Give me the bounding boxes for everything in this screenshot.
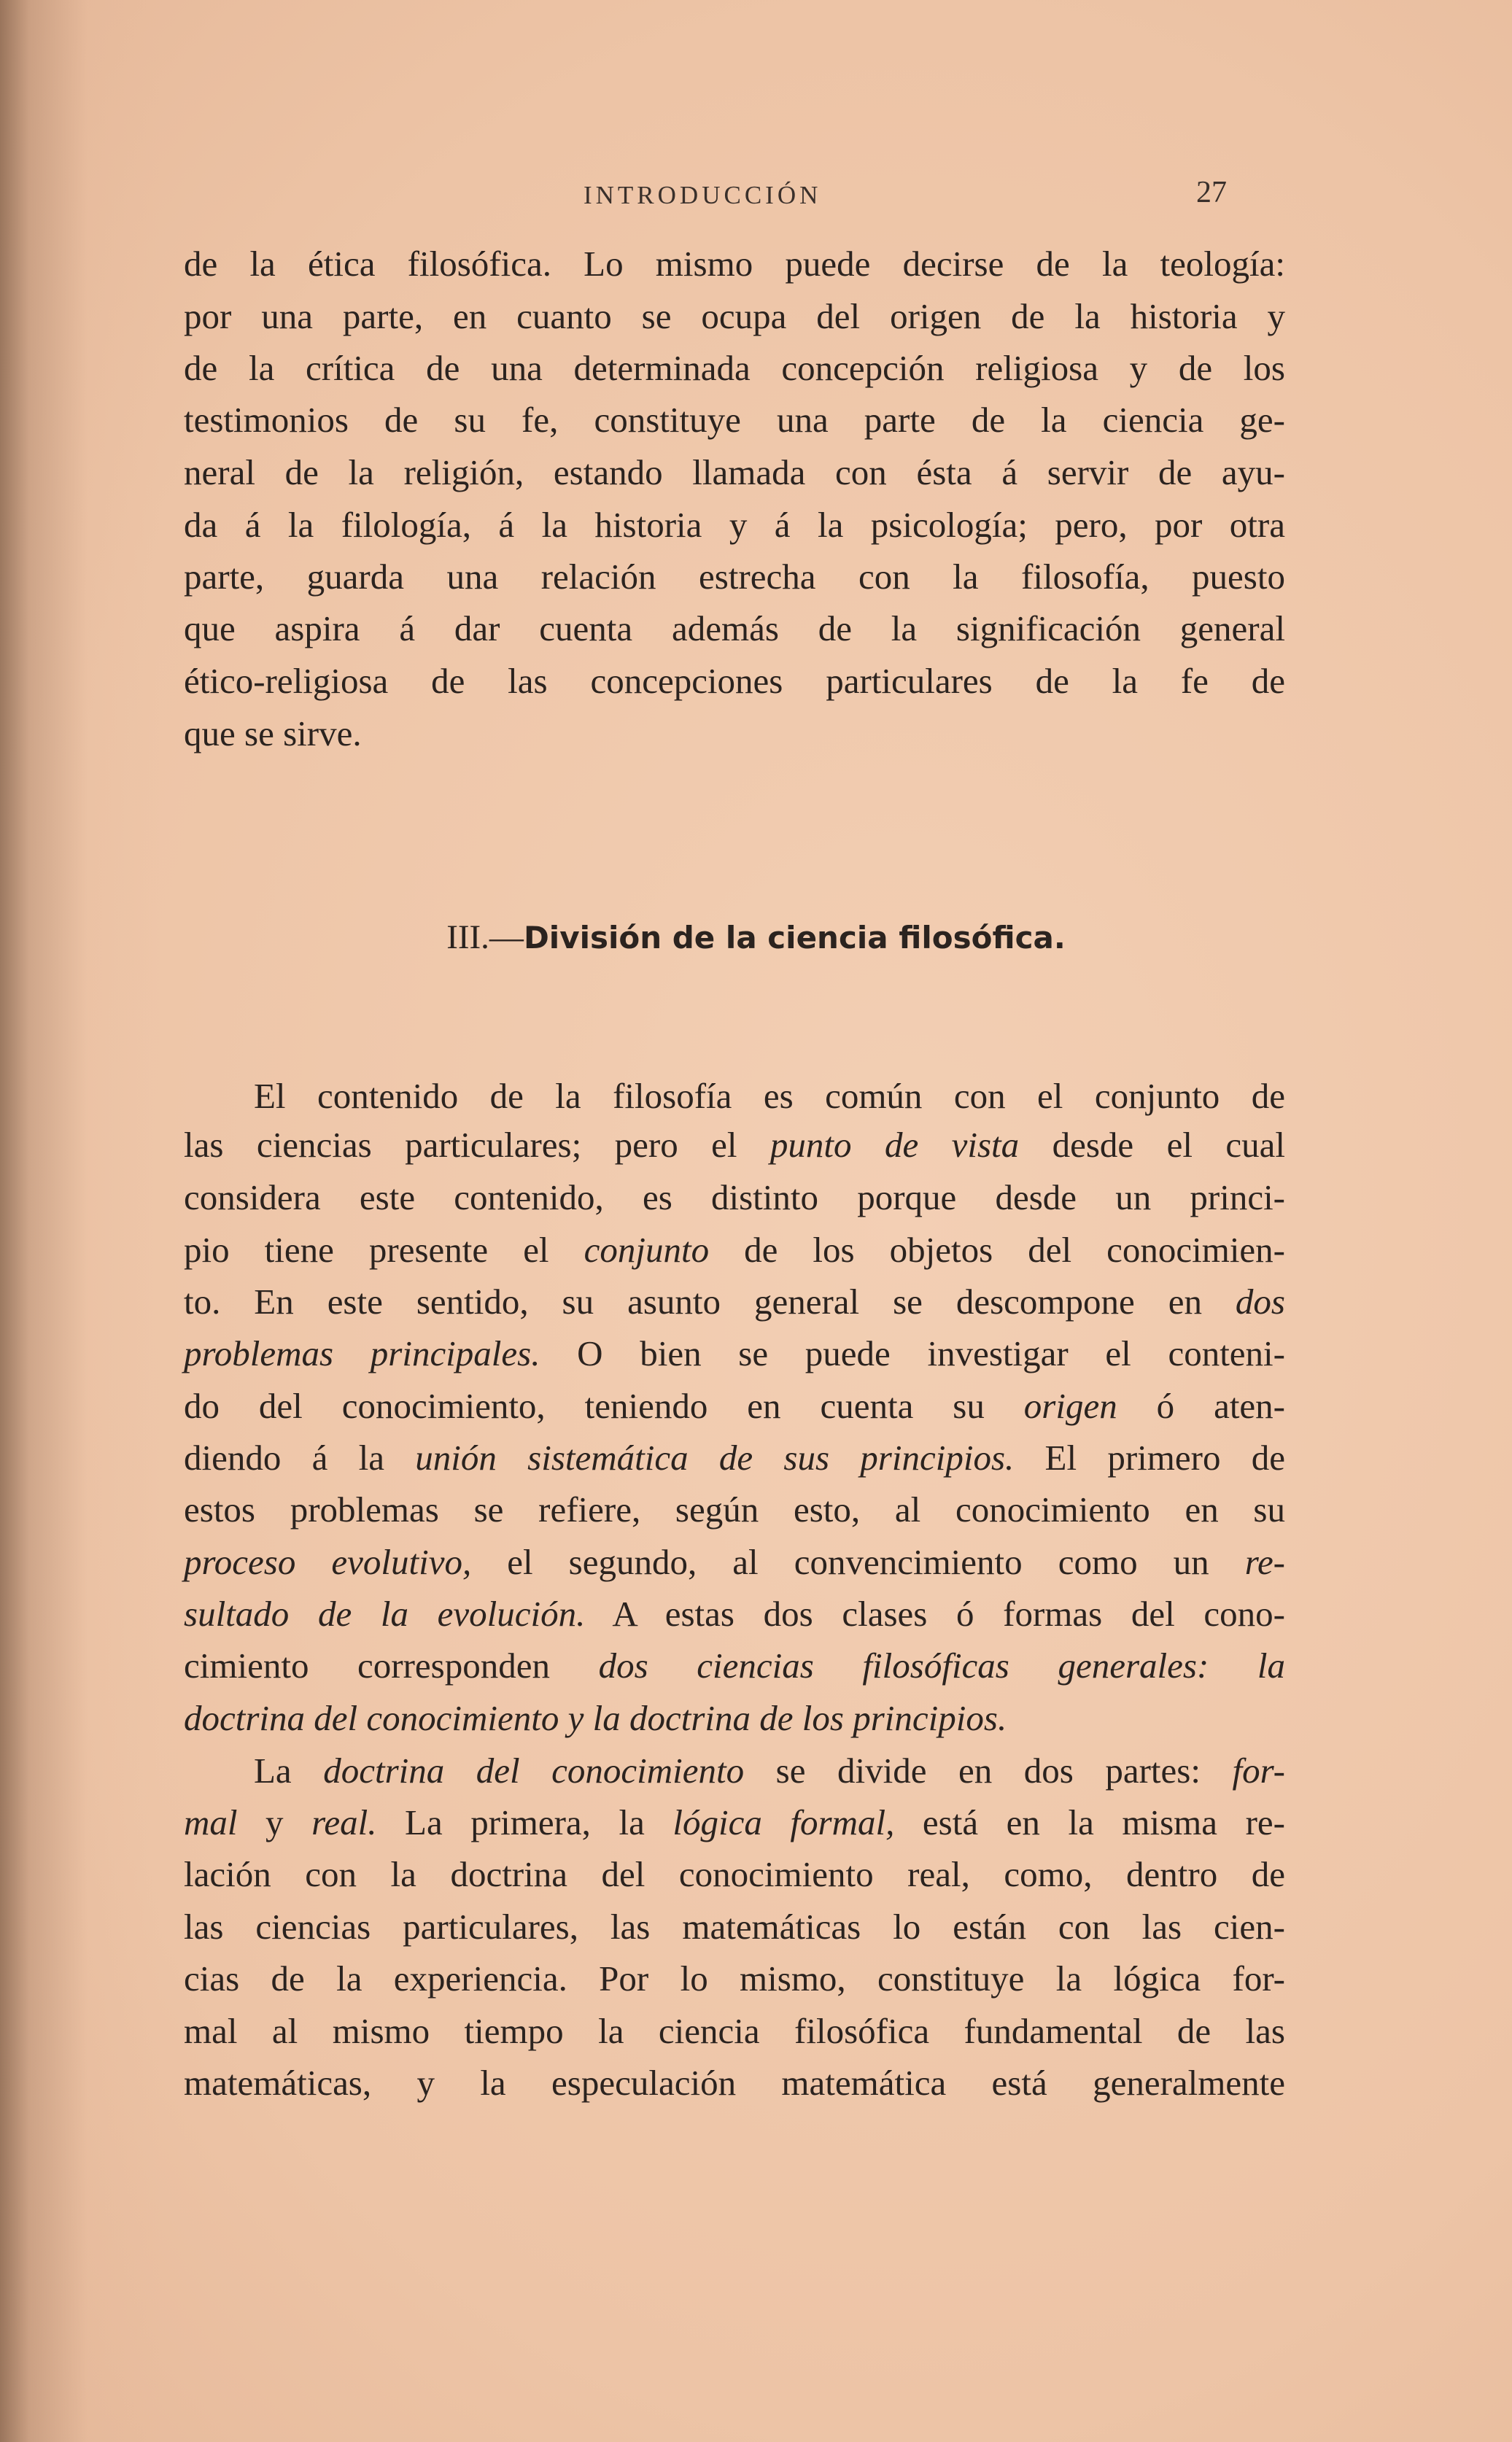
body-text-line: proceso evolutivo, el segundo, al convencimiento como un re- bbox=[184, 1542, 1286, 1582]
section-title: División de la ciencia filosófica. bbox=[523, 920, 1066, 956]
italic-term: re- bbox=[1244, 1542, 1286, 1582]
body-text-line: sultado de la evolución. A estas dos clases ó formas del cono- bbox=[184, 1594, 1285, 1634]
body-text-line: las ciencias particulares, las matemáticas lo están con las cien- bbox=[184, 1907, 1285, 1947]
body-text-line bbox=[184, 1697, 1285, 1740]
italic-term: doctrina del conocimiento bbox=[323, 1751, 745, 1791]
body-text-line: las ciencias particulares; pero el punto de vista desde el cual bbox=[184, 1125, 1285, 1165]
italic-term: lógica formal, bbox=[672, 1802, 895, 1842]
italic-term: mal bbox=[184, 1802, 238, 1842]
body-text-line: matemáticas, y la especulación matemática está generalmente bbox=[184, 2063, 1285, 2103]
body-text-line: parte, guarda una relación estrecha con la filosofía, puesto bbox=[184, 557, 1285, 597]
body-text-line: testimonios de su fe, constituye una parte de la ciencia ge- bbox=[184, 400, 1285, 440]
body-text-line: to. En este sentido, su asunto general se descompone en dos bbox=[184, 1282, 1285, 1322]
italic-term: conjunto bbox=[584, 1230, 710, 1270]
body-text-line: cias de la experiencia. Por lo mismo, constituye la lógica for- bbox=[184, 1958, 1285, 1999]
italic-term: real. bbox=[311, 1802, 377, 1842]
italic-term: problemas principales. bbox=[184, 1333, 540, 1373]
body-text-line: que aspira á dar cuenta además de la significación general bbox=[184, 608, 1285, 648]
italic-term: for- bbox=[1232, 1751, 1285, 1791]
body-text-line: mal al mismo tiempo la ciencia filosófica fundamental de las bbox=[184, 2011, 1285, 2051]
body-text-line: que se sirve. bbox=[184, 713, 362, 753]
italic-term: unión sistemática de sus principios. bbox=[415, 1438, 1015, 1478]
italic-term: sultado de la evolución. bbox=[184, 1594, 586, 1634]
body-text-line: considera este contenido, es distinto porque desde un princi- bbox=[184, 1177, 1285, 1217]
body-text-line: El contenido de la filosofía es común con el conjunto de bbox=[254, 1076, 1285, 1116]
body-text-line: mal y real. La primera, la lógica formal, está en la misma re- bbox=[184, 1802, 1285, 1842]
italic-term: punto de vista bbox=[769, 1125, 1020, 1165]
italic-term: origen bbox=[1023, 1386, 1117, 1426]
italic-term: dos bbox=[1235, 1282, 1285, 1322]
italic-term: dos ciencias filosóficas generales: la bbox=[598, 1646, 1285, 1686]
body-text-line: neral de la religión, estando llamada con ésta á servir de ayu- bbox=[184, 452, 1285, 492]
body-text-line: ético-religiosa de las concepciones particulares de la fe de bbox=[184, 661, 1285, 701]
body-text-line: estos problemas se refiere, según esto, al conocimiento en su bbox=[184, 1489, 1285, 1530]
italic-term: proceso evolutivo, bbox=[184, 1542, 472, 1582]
body-text-line: de la crítica de una determinada concepción religiosa y de los bbox=[184, 348, 1285, 388]
body-text-line: lación con la doctrina del conocimiento real, como, dentro de bbox=[184, 1854, 1285, 1894]
page-number: 27 bbox=[1196, 176, 1227, 209]
body-text-line: pio tiene presente el conjunto de los objetos del conocimien- bbox=[184, 1230, 1285, 1270]
body-text-line: do del conocimiento, teniendo en cuenta su origen ó aten- bbox=[184, 1386, 1285, 1426]
italic-term: doctrina del conocimiento y la doctrina de los principios. bbox=[184, 1698, 1007, 1738]
body-text-line: da á la filología, á la historia y á la psicología; pero, por otra bbox=[184, 505, 1285, 545]
section-heading bbox=[0, 918, 1512, 957]
body-text-line: por una parte, en cuanto se ocupa del origen de la historia y bbox=[184, 296, 1285, 336]
body-text-line: de la ética filosófica. Lo mismo puede decirse de la teología: bbox=[184, 244, 1285, 284]
body-text-line: La doctrina del conocimiento se divide en dos partes: for- bbox=[254, 1751, 1285, 1791]
body-text-line: cimiento corresponden dos ciencias filosóficas generales: la bbox=[184, 1646, 1285, 1686]
body-text-line: diendo á la unión sistemática de sus principios. El primero de bbox=[184, 1438, 1285, 1478]
body-text-line: problemas principales. O bien se puede investigar el conteni- bbox=[184, 1333, 1285, 1373]
section-number: III.— bbox=[446, 918, 524, 956]
running-title: INTRODUCCIÓN bbox=[584, 181, 822, 209]
